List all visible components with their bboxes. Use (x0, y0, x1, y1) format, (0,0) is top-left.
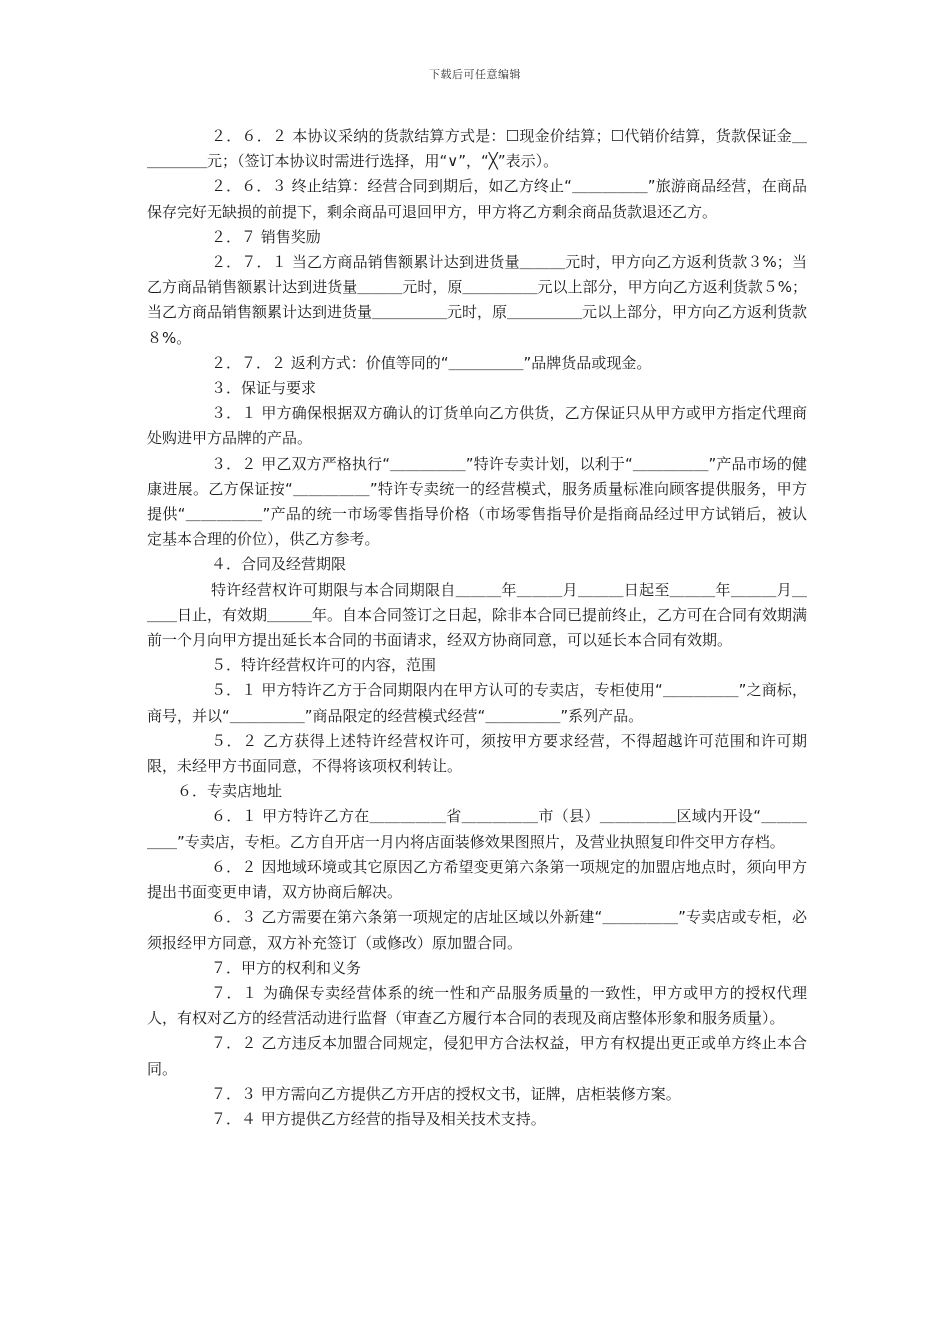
paragraph: ５．特许经营权许可的内容，范围 (211, 656, 437, 675)
paragraph: ７．３ 甲方需向乙方提供乙方开店的授权文书，证牌，店柜装修方案。 (211, 1084, 681, 1103)
paragraph: 特许经营权许可期限与本合同期限自＿＿＿年＿＿＿月＿＿＿日起至＿＿＿年＿＿＿月＿＿＿日止，有效期＿＿＿年。自本合同签订之日起，除非本合同已提前终止，乙方可在合同有效期满前一个月向甲方提出延长本合同的书面请求，经双方协商同意，可以延长本合同有效期。 (147, 580, 808, 650)
paragraph: ７．４ 甲方提供乙方经营的指导及相关技术支持。 (211, 1109, 546, 1128)
paragraph: ６．３ 乙方需要在第六条第一项规定的店址区域以外新建“＿＿＿＿＿”专卖店或专柜，必须报经甲方同意，双方补充签订（或修改）原加盟合同。 (147, 908, 807, 952)
paragraph: ２．６．３ 终止结算：经营合同到期后，如乙方终止“＿＿＿＿＿”旅游商品经营，在商品保存完好无缺损的前提下，剩余商品可退回甲方，甲方将乙方剩余商品货款退还乙方。 (147, 177, 807, 221)
paragraph: ７．甲方的权利和义务 (211, 958, 362, 977)
paragraph: ３．保证与要求 (211, 379, 317, 398)
paragraph: ２．６．２ 本协议采纳的货款结算方式是：☐现金价结算；☐代销价结算，货款保证金＿＿＿＿＿元；（签订本协议时需进行选择，用“∨”，“╳”表示）。 (147, 127, 807, 171)
paragraph: ６．１ 甲方特许乙方在＿＿＿＿＿省＿＿＿＿＿市（县）＿＿＿＿＿区域内开设“＿＿＿＿＿”专卖店，专柜。乙方自开店一月内将店面装修效果图照片，及营业执照复印件交甲方存档。 (147, 807, 807, 851)
paragraph: ２．７．２ 返利方式：价值等同的“＿＿＿＿＿”品牌货品或现金。 (211, 353, 652, 372)
paragraph: ４．合同及经营期限 (211, 555, 347, 574)
paragraph: ２．７．１ 当乙方商品销售额累计达到进货量＿＿＿元时，甲方向乙方返利货款３%；当乙方商品销售额累计达到进货量＿＿＿元时，原＿＿＿＿＿元以上部分，甲方向乙方返利货款５%；当乙方商品销售额累计达到进货量＿＿＿＿＿元时，原＿＿＿＿＿元以上部分，甲方向乙方返利货款８%。 (147, 253, 808, 347)
paragraph: ６．２ 因地域环境或其它原因乙方希望变更第六条第一项规定的加盟店地点时，须向甲方提出书面变更申请，双方协商后解决。 (147, 857, 807, 902)
page-header: 下载后可任意编辑 (429, 68, 521, 81)
paragraph: ５．２ 乙方获得上述特许经营权许可，须按甲方要求经营，不得超越许可范围和许可期限，未经甲方书面同意，不得将该项权利转让。 (147, 731, 807, 776)
paragraph: ７．１ 为确保专卖经营体系的统一性和产品服务质量的一致性，甲方或甲方的授权代理人，有权对乙方的经营活动进行监督（审查乙方履行本合同的表现及商店整体形象和服务质量）。 (147, 983, 807, 1028)
paragraph: ３．１ 甲方确保根据双方确认的订货单向乙方供货，乙方保证只从甲方或甲方指定代理商处购进甲方品牌的产品。 (147, 404, 807, 448)
document-body (147, 124, 807, 1132)
paragraph: ２．７ 销售奖励 (211, 227, 321, 246)
paragraph: ３．２ 甲乙双方严格执行“＿＿＿＿＿”特许专卖计划，以利于“＿＿＿＿＿”产品市场的健康进展。乙方保证按“＿＿＿＿＿”特许专卖统一的经营模式，服务质量标准向顾客提供服务，甲方提供“＿＿＿＿＿”产品的统一市场零售指导价格（市场零售指导价是指商品经过甲方试销后，被认定基本合理的价位），供乙方参考。 (147, 454, 807, 549)
paragraph: ５．１ 甲方特许乙方于合同期限内在甲方认可的专卖店，专柜使用“＿＿＿＿＿”之商标，商号，并以“＿＿＿＿＿”商品限定的经营模式经营“＿＿＿＿＿”系列产品。 (147, 681, 807, 725)
paragraph: ６．专卖店地址 (177, 782, 283, 801)
paragraph: ７．２ 乙方违反本加盟合同规定，侵犯甲方合法权益，甲方有权提出更正或单方终止本合同。 (147, 1034, 807, 1078)
